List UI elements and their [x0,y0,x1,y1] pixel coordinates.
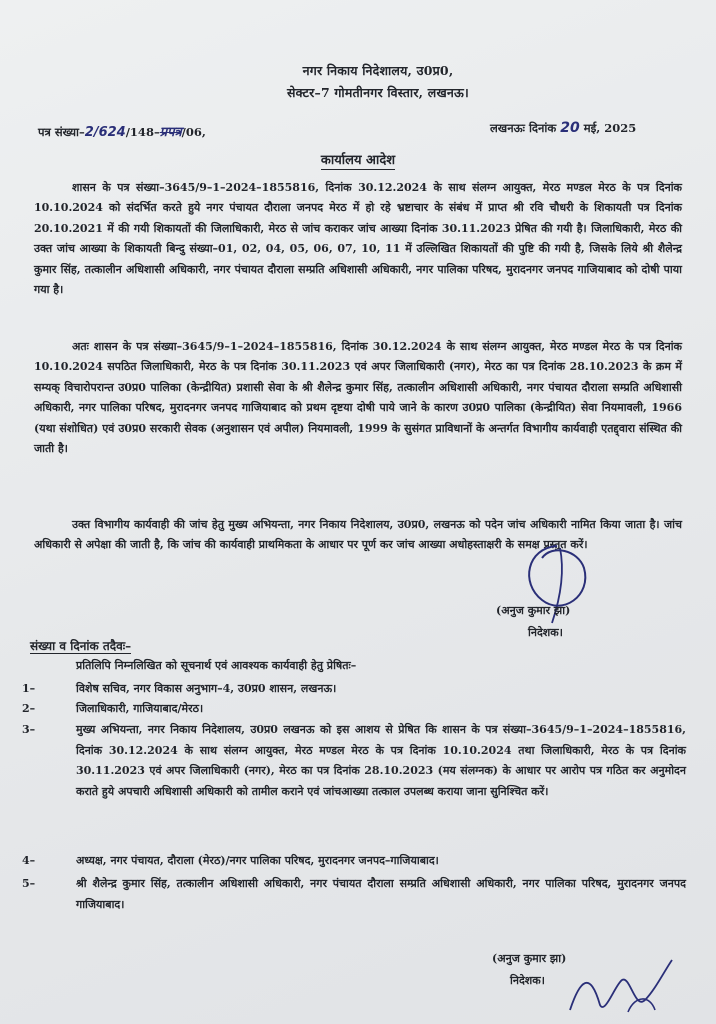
item-text: मुख्य अभियन्ता, नगर निकाय निदेशालय, उ0प्र0 लखनऊ को इस आशय से प्रेषित कि शासन के पत्र संख्या–3645/9–1–2024–1855816, दिनांक 30.12.2024 के साथ संलग्न आयुक्त, मेरठ मण्डल मेरठ के पत्र दिनांक 10.10.2024 तथा जिलाधिकारी, मेरठ के पत्र दिनांक 30.11.2023 एवं अपर जिलाधिकारी (नगर), मेरठ का पत्र दिनांक 28.10.2023 (मय संलग्नक) के आधार पर आरोप पत्र गठित कर अनुमोदन कराते हुये अपचारी अधिशासी अधिकारी को तामील कराने एवं जांचआख्या तत्काल उपलब्ध कराया जाना सुनिश्चित करें। [76,723,686,798]
ref-prefix: पत्र संख्या– [38,125,85,139]
distribution-item [18,699,686,720]
distribution-item [18,874,686,915]
date-prefix: लखनऊः दिनांक [490,121,557,135]
item-text: अध्यक्ष, नगर पंचायत, दौराला (मेरठ)/नगर पालिका परिषद, मुरादनगर जनपद–गाजियाबाद। [76,854,439,867]
distribution-item [18,851,686,872]
signature-2-scribble [560,950,680,1020]
date-day-handwritten: 20 [560,120,580,136]
ref-struck: प्रपत्र [159,125,182,140]
paragraph-2: अतः शासन के पत्र संख्या–3645/9–1–2024–1855816, दिनांक 30.12.2024 के साथ संलग्न आयुक्त, मेरठ मण्डल मेरठ के पत्र दिनांक 10.10.2024 सपठित जिलाधिकारी, मेरठ के पत्र दिनांक 30.11.2023 एवं अपर जिलाधिकारी (नगर), मेरठ का पत्र दिनांक 28.10.2023 के क्रम में सम्यक् विचारोपरान्त उ0प्र0 पालिका (केन्द्रीयित) प्रशासी सेवा के श्री शैलेन्द्र कुमार सिंह, तत्कालीन अधिशासी अधिकारी, नगर पंचायत दौराला सम्प्रति अधिशासी अधिकारी, नगर पालिका परिषद, मुरादनगर जनपद गाजियाबाद को प्रथम दृष्टया दोषी पाये जाने के कारण उ0प्र0 पालिका (केन्द्रीयित) सेवा नियमावली, 1966 (यथा संशोधित) एवं उ0प्र0 सरकारी सेवक (अनुशासन एवं अपील) नियमावली, 1999 के सुसंगत प्राविधानों के अन्तर्गत विभागीय कार्यवाही एतद्द्वारा संस्थित की जाती है। [34,340,682,456]
date-line [490,120,636,136]
item-number: 2– [22,702,36,715]
date-month-year: मई, 2025 [583,121,637,135]
item-number: 5– [22,877,36,890]
item-number: 3– [22,723,36,736]
signatory-designation-1: निदेशक। [528,626,563,639]
item-text: विशेष सचिव, नगर विकास अनुभाग–4, उ0प्र0 शासन, लखनऊ। [76,682,337,695]
distribution-item [18,720,686,802]
item-number: 4– [22,854,36,867]
ref-tail: /06, [181,125,206,139]
signatory-name-2: (अनुज कुमार झा) [492,952,567,965]
copy-intro: प्रतिलिपि निम्नलिखित को सूचनार्थ एवं आवश्यक कार्यवाही हेतु प्रेषितः– [76,659,357,672]
order-title: कार्यालय आदेश [320,153,396,168]
number-date-heading: संख्या व दिनांक तदैवः– [30,639,132,653]
letterhead [0,60,716,104]
paragraph-3: उक्त विभागीय कार्यवाही की जांच हेतु मुख्य अभियन्ता, नगर निकाय निदेशालय, उ0प्र0, लखनऊ को पदेन जांच अधिकारी नामित किया जाता है। जांच अधिकारी से अपेक्षा की जाती है, कि जांच की कार्यवाही प्राथमिकता के आधार पर पूर्ण कर जांच आख्या अधोहस्ताक्षरी के समक्ष प्रस्तुत करें। [34,518,682,552]
signature-block-1 [496,600,570,644]
letterhead-line1: नगर निकाय निदेशालय, उ0प्र0, [302,63,454,78]
item-text: जिलाधिकारी, गाजियाबाद/मेरठ। [76,702,204,715]
ref-suffix: /148– [125,125,160,139]
item-text: श्री शैलेन्द्र कुमार सिंह, तत्कालीन अधिशासी अधिकारी, नगर पंचायत दौराला सम्प्रति अधिशासी अधिकारी, नगर पालिका परिषद, मुरादनगर जनपद गाजियाबाद। [76,877,686,911]
item-number: 1– [22,682,36,695]
ref-handwritten: 2/624 [84,125,126,140]
signature-block-2 [492,948,566,992]
signatory-designation-2: निदेशक। [510,974,545,987]
distribution-item [18,679,686,700]
signatory-name-1: (अनुज कुमार झा) [496,604,571,617]
letterhead-line2: सेक्टर–7 गोमतीनगर विस्तार, लखनऊ। [287,85,469,100]
reference-number [38,122,206,140]
paragraph-1: शासन के पत्र संख्या–3645/9–1–2024–1855816, दिनांक 30.12.2024 के साथ संलग्न आयुक्त, मेरठ मण्डल मेरठ के पत्र दिनांक 10.10.2024 को संदर्भित करते हुये नगर पंचायत दौराला जनपद मेरठ में हो रहे भ्रष्टाचार के संबंध में प्राप्त श्री रवि चौधरी के शिकायती पत्र दिनांक 20.10.2021 में की गयी शिकायतों की जिलाधिकारी, मेरठ से जांच कराकर जांच आख्या दिनांक 30.11.2023 प्रेषित की गयी है। जिलाधिकारी, मेरठ की उक्त जांच आख्या के शिकायती बिन्दु संख्या–01, 02, 04, 05, 06, 07, 10, 11 में उल्लिखित शिकायतों की पुष्टि की गयी है, जिसके लिये श्री शैलेन्द्र कुमार सिंह, तत्कालीन अधिशासी अधिकारी, नगर पंचायत दौराला सम्प्रति अधिशासी अधिकारी, नगर पालिका परिषद, मुरादनगर जनपद गाजियाबाद को दोषी पाया गया है। [34,181,682,297]
